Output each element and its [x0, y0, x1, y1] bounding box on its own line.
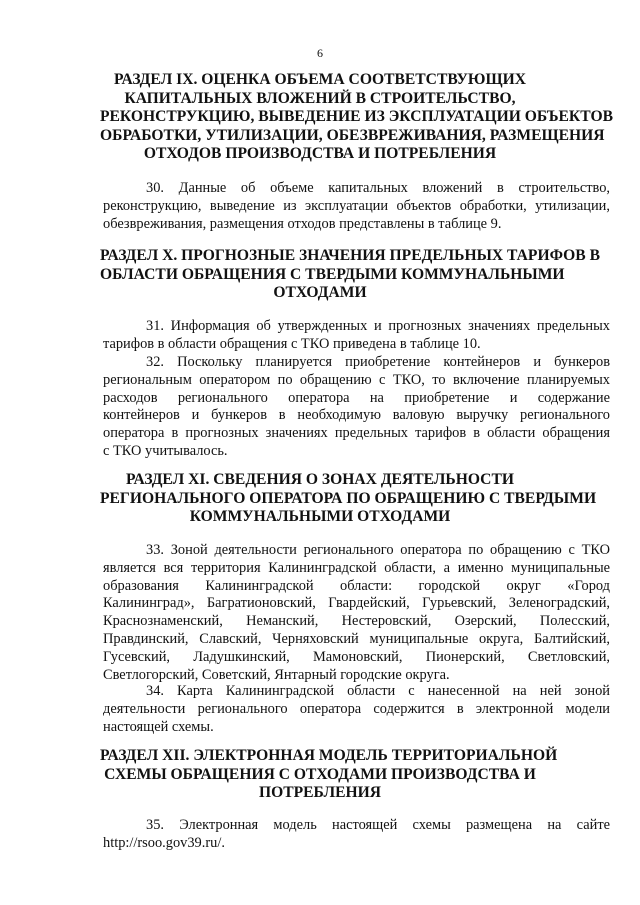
paragraph-line: реконструкцию, выведение из эксплуатации объектов обработки, утилизации,: [103, 197, 610, 214]
paragraph-line: 32. Поскольку планируется приобретение контейнеров и бункеров: [146, 354, 610, 370]
heading-line: ОТХОДАМИ: [273, 284, 367, 302]
heading-line: РАЗДЕЛ XII. ЭЛЕКТРОННАЯ МОДЕЛЬ ТЕРРИТОРИАЛЬНОЙ: [100, 747, 558, 764]
paragraph-line: Светлогорский, Советский, Янтарный городские округа.: [103, 666, 450, 683]
paragraph-34: [103, 683, 610, 736]
heading-line: РАЗДЕЛ X. ПРОГНОЗНЫЕ ЗНАЧЕНИЯ ПРЕДЕЛЬНЫХ ТАРИФОВ В: [100, 247, 601, 264]
section-heading-xi: [100, 471, 597, 527]
heading-line: ОБЛАСТИ ОБРАЩЕНИЯ С ТВЕРДЫМИ КОММУНАЛЬНЫМИ: [100, 265, 565, 283]
heading-line: ОТХОДОВ ПРОИЗВОДСТВА И ПОТРЕБЛЕНИЯ: [143, 145, 497, 163]
paragraph-line: оператора в прогнозных значениях предельных тарифов в области обращения: [103, 425, 610, 442]
paragraph-line: обезвреживания, размещения отходов представлены в таблице 9.: [103, 215, 502, 232]
heading-line: РАЗДЕЛ XI. СВЕДЕНИЯ О ЗОНАХ ДЕЯТЕЛЬНОСТИ: [126, 471, 514, 488]
paragraph-line: 35. Электронная модель настоящей схемы размещена на сайте: [146, 817, 610, 833]
paragraph-line: Краснознаменский, Неманский, Нестеровский, Озерский, Полесский,: [103, 613, 610, 630]
section-heading-xii: [100, 747, 558, 803]
section-heading-x: [100, 247, 601, 303]
heading-line: РЕКОНСТРУКЦИЮ, ВЫВЕДЕНИЕ ИЗ ЭКСПЛУАТАЦИИ ОБЪЕКТОВ: [100, 108, 613, 126]
paragraph-33: [103, 542, 610, 684]
paragraph-line: контейнеров и бункеров в необходимую валовую выручку регионального: [103, 407, 610, 424]
heading-line: РЕГИОНАЛЬНОГО ОПЕРАТОРА ПО ОБРАЩЕНИЮ С ТВЕРДЫМИ: [100, 489, 597, 507]
section-heading-ix: [100, 71, 613, 164]
heading-line: СХЕМЫ ОБРАЩЕНИЯ С ОТХОДАМИ ПРОИЗВОДСТВА И: [104, 765, 536, 783]
heading-line: КАПИТАЛЬНЫХ ВЛОЖЕНИЙ В СТРОИТЕЛЬСТВО,: [124, 89, 516, 107]
paragraph-line: Калининград», Багратионовский, Гвардейский, Гурьевский, Зеленоградский,: [103, 595, 610, 612]
heading-line: КОММУНАЛЬНЫМИ ОТХОДАМИ: [189, 508, 451, 526]
heading-line: ПОТРЕБЛЕНИЯ: [258, 784, 382, 802]
paragraph-30: [103, 180, 610, 233]
paragraph-line: Правдинский, Славский, Черняховский муниципальные округа, Балтийский,: [103, 630, 610, 647]
paragraph-35: [103, 817, 610, 853]
page-number: 6: [317, 46, 323, 60]
paragraph-32: [103, 354, 610, 461]
paragraph-line: тарифов в области обращения с ТКО приведена в таблице 10.: [103, 335, 481, 352]
paragraph-line: с ТКО учитывалось.: [103, 442, 228, 459]
paragraph-line: является вся территория Калининградской области, а именно муниципальные: [103, 559, 610, 576]
paragraph-line: 31. Информация об утвержденных и прогнозных значениях предельных: [146, 318, 610, 334]
paragraph-line: Гусевский, Ладушкинский, Мамоновский, Пионерский, Светловский,: [103, 648, 610, 665]
paragraph-line: 33. Зоной деятельности регионального оператора по обращению с ТКО: [146, 542, 610, 558]
paragraph-31: [103, 318, 610, 354]
heading-line: РАЗДЕЛ IX. ОЦЕНКА ОБЪЕМА СООТВЕТСТВУЮЩИХ: [114, 71, 526, 88]
paragraph-line: региональным оператором по обращению с ТКО, то включение планируемых: [103, 371, 610, 388]
website-link-text: http://rsoo.gov39.ru/.: [103, 834, 225, 851]
paragraph-line: образования Калининградской области: городской округ «Город: [103, 577, 610, 594]
paragraph-line: деятельности регионального оператора содержится в электронной модели: [103, 700, 610, 717]
paragraph-line: 34. Карта Калининградской области с нанесенной на ней зоной: [146, 683, 610, 699]
paragraph-line: расходов регионального оператора на приобретение и содержание: [103, 389, 610, 406]
paragraph-line: 30. Данные об объеме капитальных вложений в строительство,: [146, 180, 610, 196]
paragraph-line: настоящей схемы.: [103, 718, 214, 735]
heading-line: ОБРАБОТКИ, УТИЛИЗАЦИИ, ОБЕЗВРЕЖИВАНИЯ, РАЗМЕЩЕНИЯ: [100, 126, 605, 144]
